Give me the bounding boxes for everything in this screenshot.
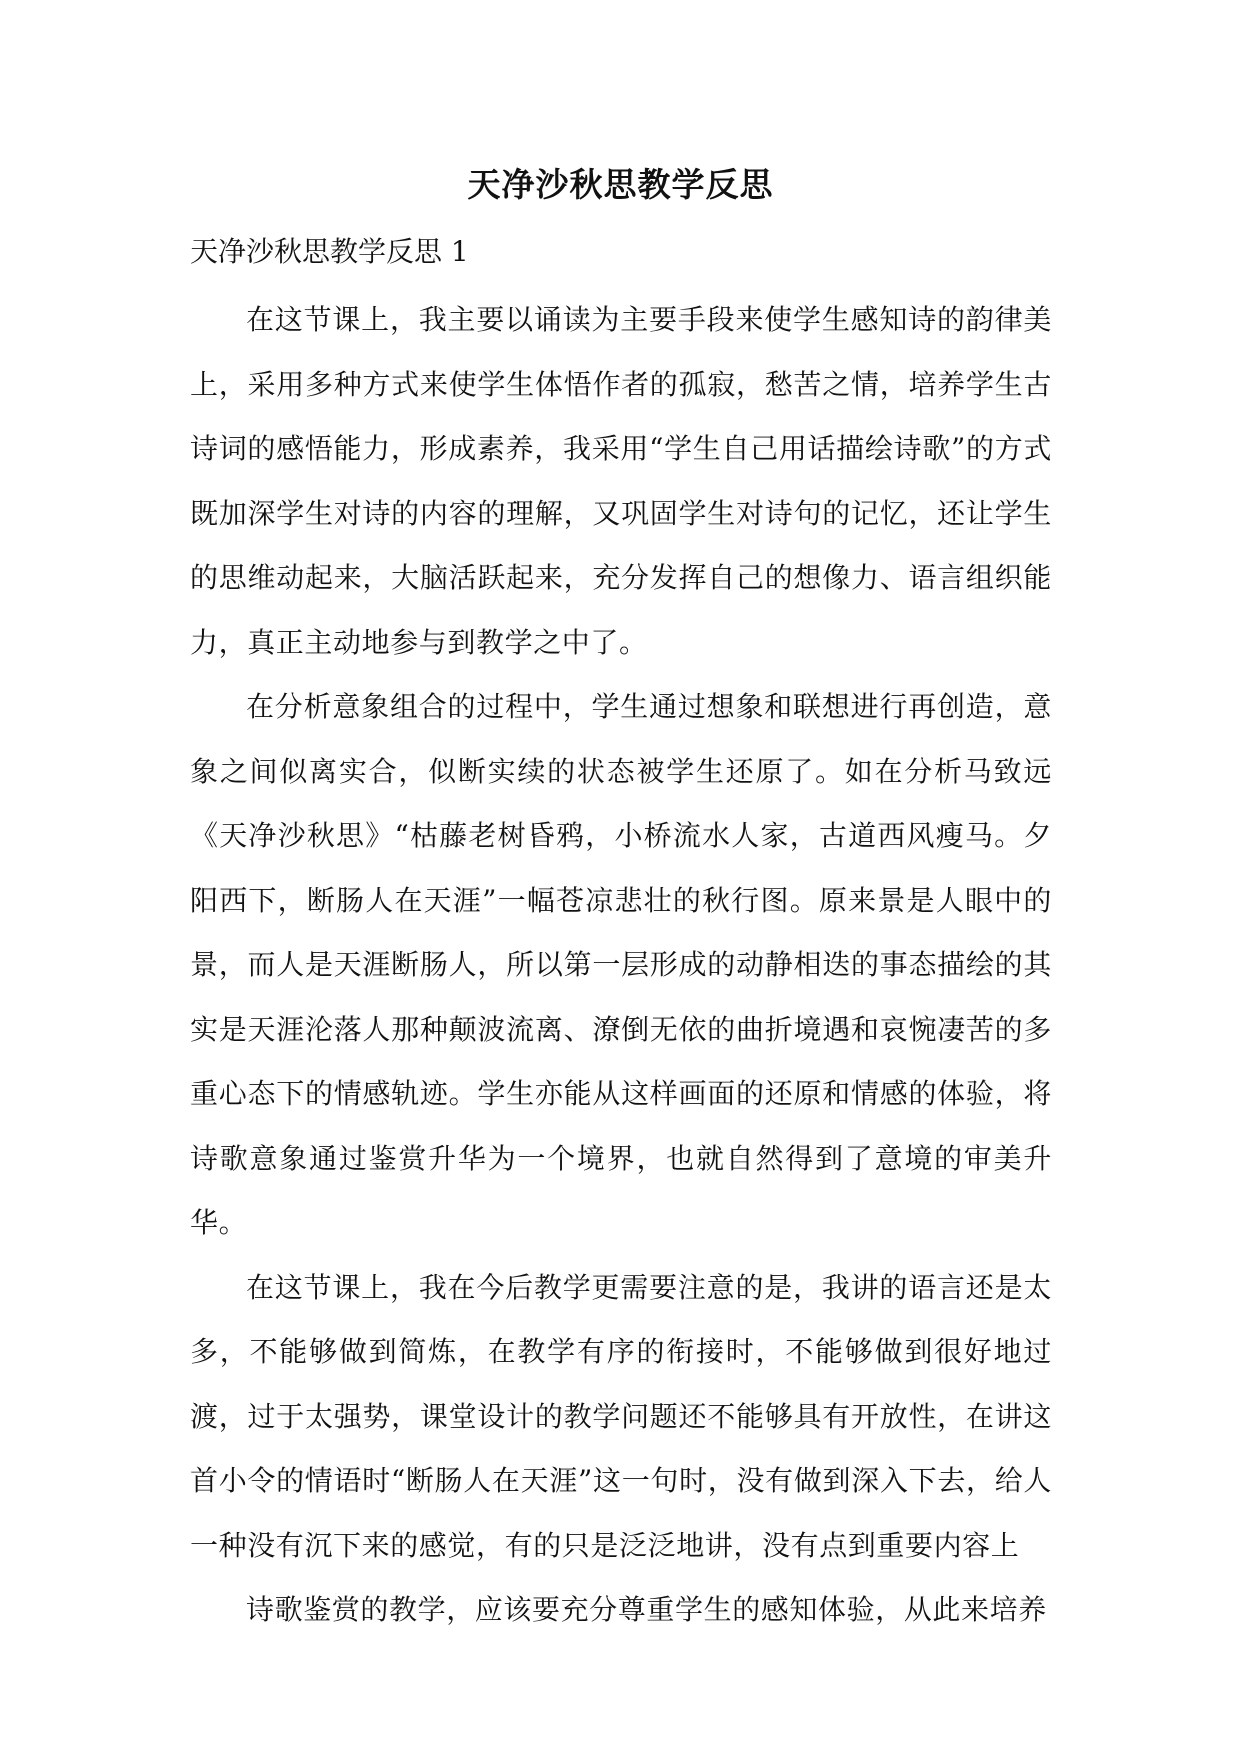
paragraph-4: 诗歌鉴赏的教学，应该要充分尊重学生的感知体验，从此来培养 (246, 1593, 1047, 1626)
section-heading: 天净沙秋思教学反思 1 (190, 235, 469, 268)
paragraph-3: 在这节课上，我在今后教学更需要注意的是，我讲的语言还是太多，不能够做到简炼，在教学有序的衔接时，不能够做到很好地过渡，过于太强势，课堂设计的教学问题还不能够具有开放性，在讲这首小令的情语时“断肠人在天涯”这一句时，没有做到深入下去，给人一种没有沉下来的感觉，有的只是泛泛地讲，没有点到重要内容上 (190, 1270, 1052, 1562)
paragraph-1: 在这节课上，我主要以诵读为主要手段来使学生感知诗的韵律美上，采用多种方式来使学生体悟作者的孤寂，愁苦之情，培养学生古诗词的感悟能力，形成素养，我采用“学生自己用话描绘诗歌”的方式既加深学生对诗的内容的理解，又巩固学生对诗句的记忆，还让学生的思维动起来，大脑活跃起来，充分发挥自己的想像力、语言组织能力，真正主动地参与到教学之中了。 (190, 303, 1052, 659)
paragraph-2: 在分析意象组合的过程中，学生通过想象和联想进行再创造，意象之间似离实合，似断实续的状态被学生还原了。如在分析马致远《天净沙秋思》“枯藤老树昏鸦，小桥流水人家，古道西风瘦马。夕阳西下，断肠人在天涯”一幅苍凉悲壮的秋行图。原来景是人眼中的景，而人是天涯断肠人，所以第一层形成的动静相迭的事态描绘的其实是天涯沦落人那种颠波流离、潦倒无依的曲折境遇和哀惋凄苦的多重心态下的情感轨迹。学生亦能从这样画面的还原和情感的体验，将诗歌意象通过鉴赏升华为一个境界，也就自然得到了意境的审美升华。 (190, 690, 1052, 1239)
document-title: 天净沙秋思教学反思 (467, 165, 774, 204)
document-body (190, 288, 1052, 1643)
